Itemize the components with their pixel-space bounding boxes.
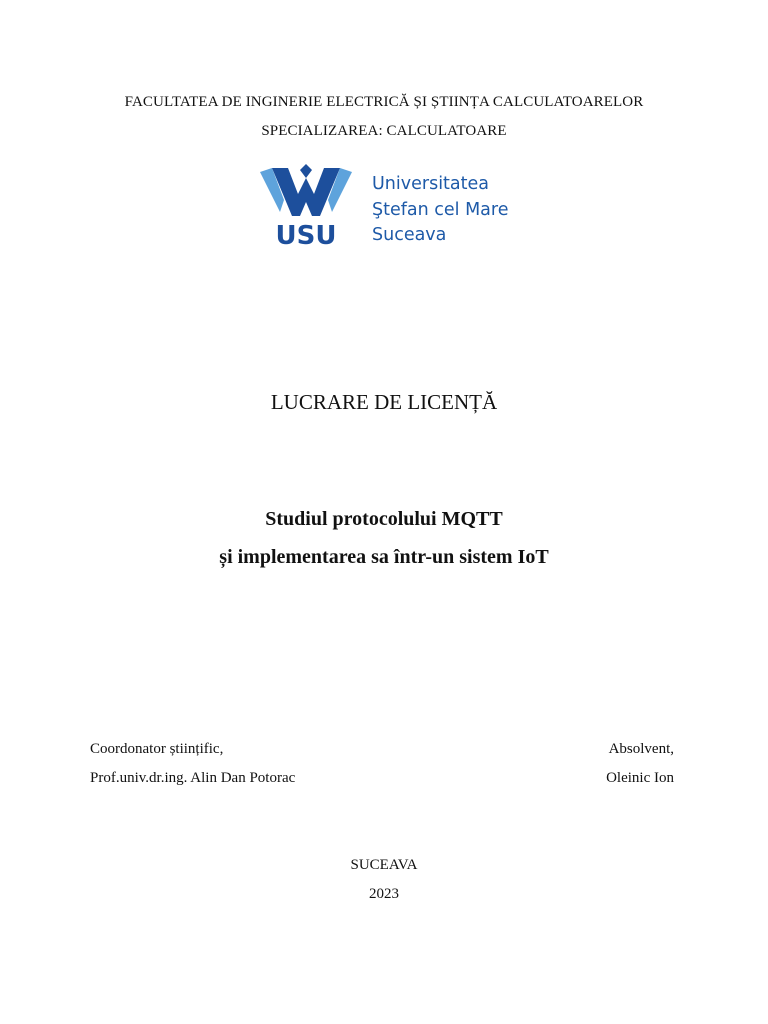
logo-mark-text: USU <box>275 221 337 248</box>
usu-emblem-icon <box>258 164 354 248</box>
logo-university-name <box>372 172 510 249</box>
faculty-name: FACULTATEA DE INGINERIE ELECTRICĂ ȘI ȘTIINȚA CALCULATOARELOR <box>124 94 644 110</box>
document-type: LUCRARE DE LICENȚĂ <box>270 390 498 414</box>
footer-year: 2023 <box>369 886 399 902</box>
thesis-title-line-1: Studiul protocolului MQTT <box>265 508 503 530</box>
thesis-title-line-2: și implementarea sa într-un sistem IoT <box>219 546 549 568</box>
university-logo <box>258 164 510 248</box>
footer-city: SUCEAVA <box>350 857 418 873</box>
logo-name-line-3: Suceava <box>372 225 447 245</box>
coordinator-name: Prof.univ.dr.ing. Alin Dan Potorac <box>90 770 296 786</box>
logo-name-line-1: Universitatea <box>372 174 489 194</box>
specialization: SPECIALIZAREA: CALCULATOARE <box>261 123 507 139</box>
logo-name-line-2: Ştefan cel Mare <box>372 199 509 220</box>
graduate-name: Oleinic Ion <box>606 770 674 786</box>
graduate-label: Absolvent, <box>608 741 674 757</box>
coordinator-label: Coordonator științific, <box>90 741 224 757</box>
